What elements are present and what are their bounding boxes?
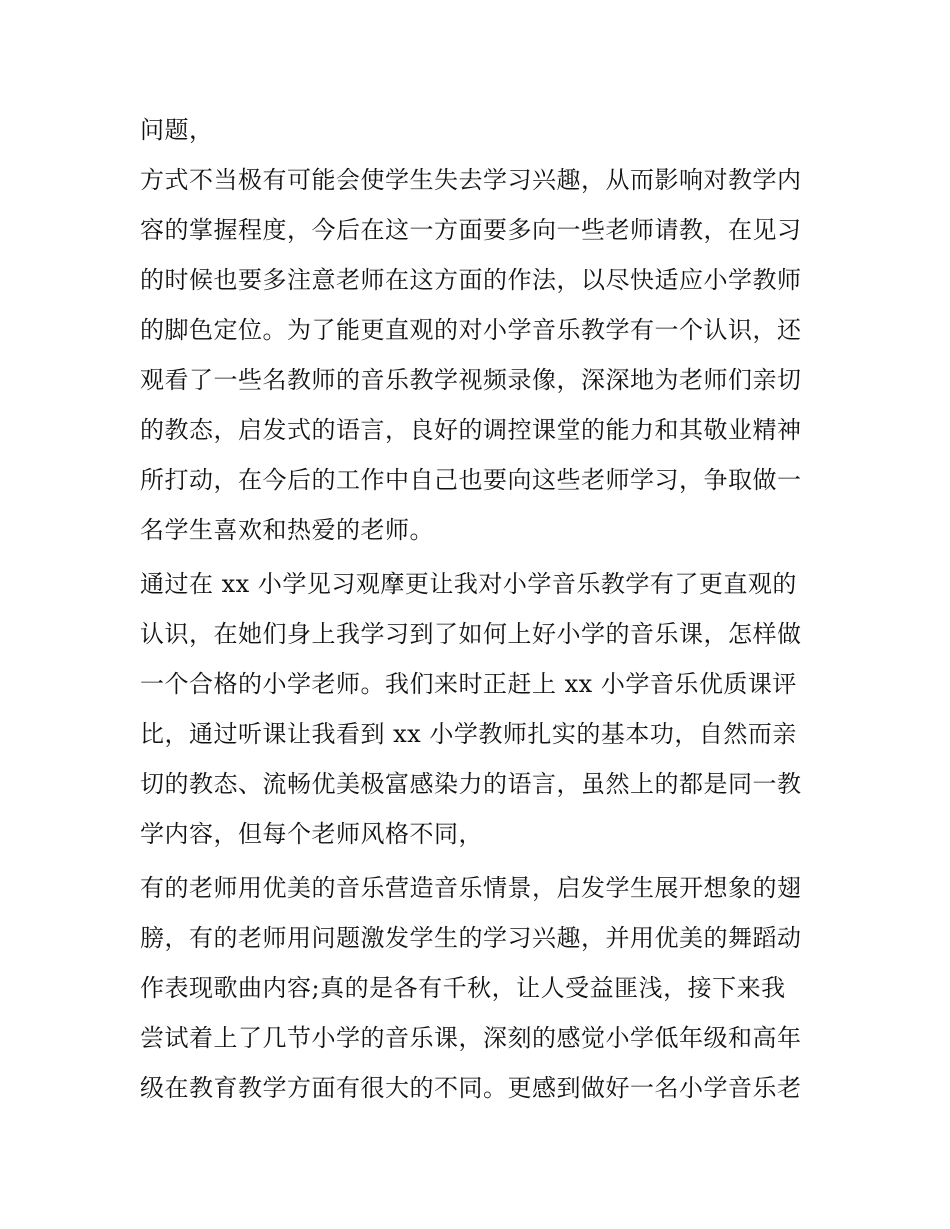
text-line: 所打动，在今后的工作中自己也要向这些老师学习，争取做一	[140, 466, 802, 494]
text-line: 尝试着上了几节小学的音乐课，深刻的感觉小学低年级和高年	[140, 1024, 802, 1052]
text-line: 通过在 xx 小学见习观摩更让我对小学音乐教学有了更直观的	[140, 570, 797, 598]
text-line: 的时候也要多注意老师在这方面的作法，以尽快适应小学教师	[140, 266, 802, 294]
text-line: 级在教育教学方面有很大的不同。更感到做好一名小学音乐老	[140, 1074, 802, 1102]
text-line: 容的掌握程度，今后在这一方面要多向一些老师请教，在见习	[140, 216, 802, 244]
text-line: 学内容，但每个老师风格不同，	[140, 820, 483, 848]
text-line: 方式不当极有可能会使学生失去学习兴趣，从而影响对教学内	[140, 166, 802, 194]
text-line: 认识，在她们身上我学习到了如何上好小学的音乐课，怎样做	[140, 620, 802, 648]
text-line: 名学生喜欢和热爱的老师。	[140, 516, 434, 544]
text-line: 的脚色定位。为了能更直观的对小学音乐教学有一个认识，还	[140, 316, 802, 344]
text-line: 一个合格的小学老师。我们来时正赶上 xx 小学音乐优质课评	[140, 670, 797, 698]
text-line: 膀，有的老师用问题激发学生的学习兴趣，并用优美的舞蹈动	[140, 924, 802, 952]
text-line: 的教态，启发式的语言，良好的调控课堂的能力和其敬业精神	[140, 416, 802, 444]
text-line: 作表现歌曲内容;真的是各有千秋，让人受益匪浅，接下来我	[140, 974, 786, 1002]
text-line: 问题，	[140, 116, 214, 144]
text-line: 切的教态、流畅优美极富感染力的语言，虽然上的都是同一教	[140, 770, 802, 798]
text-line: 比，通过听课让我看到 xx 小学教师扎实的基本功，自然而亲	[140, 720, 797, 748]
text-line: 有的老师用优美的音乐营造音乐情景，启发学生展开想象的翅	[140, 874, 802, 902]
text-line: 观看了一些名教师的音乐教学视频录像，深深地为老师们亲切	[140, 366, 802, 394]
